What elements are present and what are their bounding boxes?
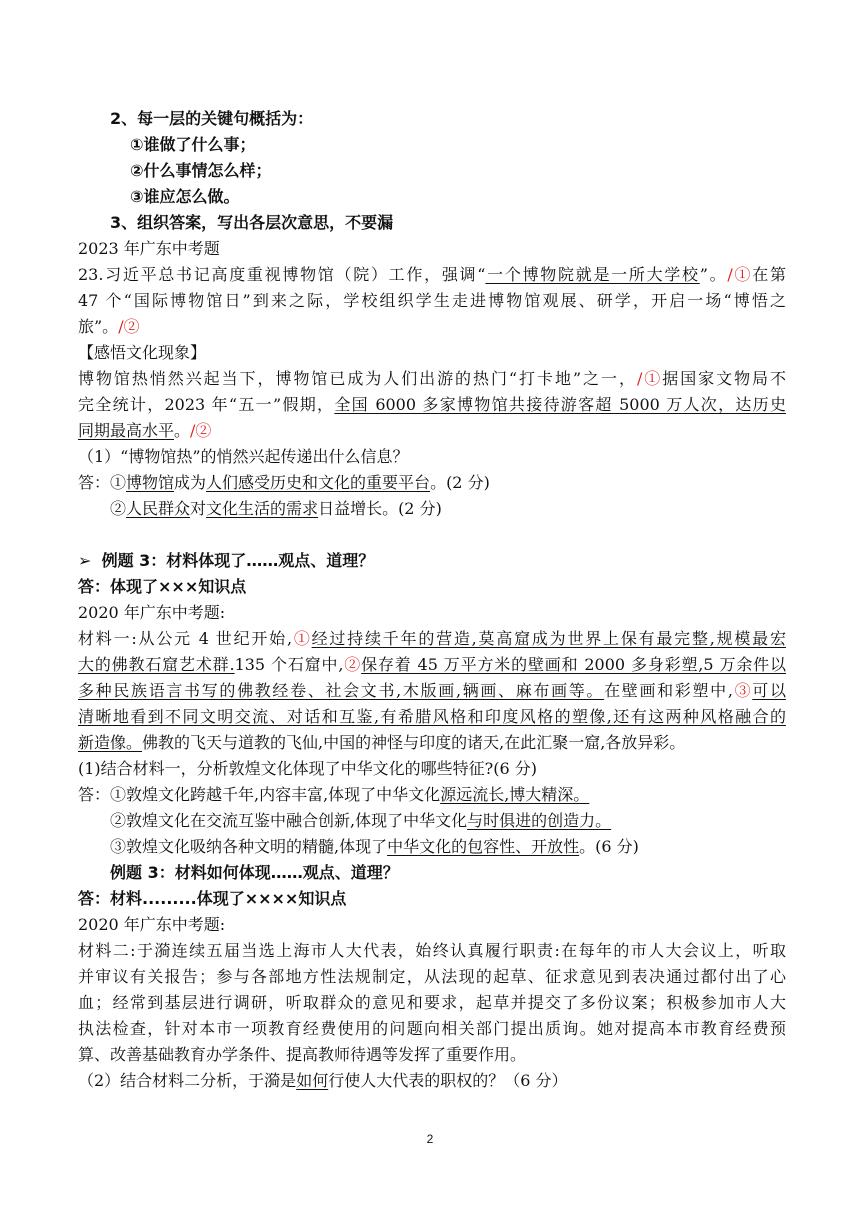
material-1-line-5 bbox=[78, 730, 786, 756]
underlined-phrase: 如何 bbox=[296, 1071, 329, 1090]
text: 。 bbox=[174, 421, 191, 440]
underlined-phrase: 可以 bbox=[752, 681, 786, 700]
source-2023: 2023 年广东中考题 bbox=[78, 239, 220, 258]
text: 在壁画和彩塑中, bbox=[604, 681, 733, 700]
text: 佛教的飞天与道教的飞仙,中国的神怪与印度的诸天,在此汇聚一窟,各放异彩。 bbox=[142, 733, 686, 752]
title-text: 例题 3：材料体现了……观点、道理？ bbox=[101, 551, 375, 570]
material-1-line-3 bbox=[78, 678, 786, 704]
step-3-heading: 3、组织答案，写出各层次意思，不要漏 bbox=[110, 213, 394, 232]
text: （2）结合材料二分析，于漪是 bbox=[78, 1071, 297, 1090]
underlined-phrase: 保存着 45 万平方米的壁画和 2000 多身彩塑,5 万余件以 bbox=[361, 655, 786, 674]
underlined-phrase: 与时俱进的创造力。 bbox=[467, 811, 612, 830]
text: ③敦煌文化吸纳各种文明的精髓,体现了 bbox=[110, 837, 388, 856]
underlined-phrase: 经过持续千年的营造,莫高窟成为世界上保有最完整,规模最宏 bbox=[311, 629, 786, 648]
text: 答：①敦煌文化跨越千年,内容丰富,体现了中华文化 bbox=[78, 785, 441, 804]
text: ②敦煌文化在交流互鉴中融合创新,体现了中华文化 bbox=[110, 811, 468, 830]
text: 23.习近平总书记高度重视博物馆（院）工作，强调“ bbox=[78, 265, 486, 284]
page-number: 2 bbox=[426, 1132, 434, 1146]
text: 完全统计，2023 年“五一”假期， bbox=[78, 395, 335, 414]
text: 日益增长。(2 分) bbox=[318, 499, 442, 518]
answer-ex3-line-1 bbox=[78, 782, 786, 808]
material-1-line-2 bbox=[78, 652, 786, 678]
question-23-line-3 bbox=[78, 314, 786, 340]
underlined-phrase: 新造像。 bbox=[78, 733, 143, 752]
layer-mark: /② bbox=[118, 317, 140, 336]
material-line-2 bbox=[78, 392, 786, 418]
material-line-1 bbox=[78, 366, 786, 392]
example-3b-answer-rule: 答：材料.........体现了××××知识点 bbox=[78, 889, 347, 908]
step-item-3: ③谁应怎么做。 bbox=[130, 187, 240, 206]
question-23-line-2: 47 个“国际博物馆日”到来之际，学校组织学生走进博物馆观展、研学，开启一场“博悟之 bbox=[78, 291, 786, 310]
example-3-answer-rule: 答：体现了×××知识点 bbox=[78, 577, 247, 596]
underlined-phrase: 文化生活的需求 bbox=[206, 499, 319, 518]
example-3b-title: 例题 3：材料如何体现……观点、道理？ bbox=[110, 863, 399, 882]
underlined-phrase: 一个博物院就是一所大学校 bbox=[485, 265, 700, 284]
underlined-phrase: 多种民族语言书写的佛教经卷、社会文书,木版画,辆画、麻布画等。 bbox=[78, 681, 605, 700]
question-ex3-1: (1)结合材料一，分析敦煌文化体现了中华文化的哪些特征?(6 分) bbox=[78, 759, 537, 778]
answer-ex3-line-2 bbox=[110, 808, 786, 834]
section-title: 【感悟文化现象】 bbox=[78, 343, 207, 362]
material-2-line-2: 并审议有关报告；参与各部地方性法规制定，从法现的起草、征求意见到表决通过都付出了心 bbox=[78, 967, 786, 986]
underlined-phrase: 同期最高水平 bbox=[78, 421, 175, 440]
layer-mark: ③ bbox=[732, 681, 753, 700]
answer-1-line-1 bbox=[78, 470, 786, 496]
question-23-line-1 bbox=[78, 262, 786, 288]
question-ex3b-2 bbox=[78, 1068, 786, 1094]
underlined-phrase: 博物馆 bbox=[126, 473, 175, 492]
layer-mark: /② bbox=[190, 421, 212, 440]
text: ② bbox=[110, 499, 127, 518]
text: 材料一:从公元 4 世纪开始, bbox=[78, 629, 293, 648]
layer-mark: /① bbox=[727, 265, 753, 284]
material-1-line-1 bbox=[78, 626, 786, 652]
text: 对 bbox=[190, 499, 207, 518]
text: 成为 bbox=[174, 473, 207, 492]
underlined-phrase: 中华文化的包容性、开放性 bbox=[387, 837, 580, 856]
text: 135 个石窟中, bbox=[234, 655, 344, 674]
material-2-line-3: 血；经常到基层进行调研，听取群众的意见和要求，起草并提交了多份议案；积极参加市人大 bbox=[78, 993, 786, 1012]
underlined-phrase: 源远流长,博大精深。 bbox=[440, 785, 590, 804]
underlined-phrase: 大的佛教石窟艺术群. bbox=[78, 655, 235, 674]
text: 。(2 分) bbox=[430, 473, 490, 492]
arrow-bullet-icon: ➢ bbox=[78, 551, 92, 570]
step-item-2: ②什么事情怎么样； bbox=[130, 161, 272, 180]
underlined-phrase: 全国 6000 多家博物馆共接待游客超 5000 万人次，达历史 bbox=[334, 395, 786, 414]
text: 答：① bbox=[78, 473, 127, 492]
text: ”。 bbox=[699, 265, 728, 284]
example-3-title bbox=[78, 548, 786, 574]
step-item-1: ①谁做了什么事； bbox=[130, 135, 256, 154]
layer-mark: /① bbox=[636, 369, 663, 388]
layer-mark: ② bbox=[343, 655, 362, 674]
text: 据国家文物局不 bbox=[662, 369, 786, 388]
underlined-phrase: 人们感受历史和文化的重要平台 bbox=[206, 473, 431, 492]
text: 。(6 分) bbox=[579, 837, 639, 856]
source-2020: 2020 年广东中考题: bbox=[78, 603, 226, 622]
text: 在第 bbox=[752, 265, 786, 284]
source-2020-b: 2020 年广东中考题: bbox=[78, 915, 226, 934]
material-line-3 bbox=[78, 418, 786, 444]
text: 博物馆热悄然兴起当下，博物馆已成为人们出游的热门“打卡地”之一， bbox=[78, 369, 637, 388]
text: 旅”。 bbox=[78, 317, 119, 336]
material-2-line-4: 执法检查，针对本市一项教育经费使用的问题向相关部门提出质询。她对提高本市教育经费预 bbox=[78, 1019, 786, 1038]
material-2-line-1: 材料二:于漪连续五届当选上海市人大代表，始终认真履行职责:在每年的市人大会议上，听取 bbox=[78, 941, 786, 960]
answer-ex3-line-3 bbox=[110, 834, 786, 860]
text: 行使人大代表的职权的？（6 分） bbox=[328, 1071, 568, 1090]
material-1-line-4 bbox=[78, 704, 786, 730]
material-2-line-5: 算、改善基础教育办学条件、提高教师待遇等发挥了重要作用。 bbox=[78, 1045, 527, 1064]
answer-1-line-2 bbox=[110, 496, 786, 522]
layer-mark: ① bbox=[292, 629, 312, 648]
step-2-heading: 2、每一层的关键句概括为： bbox=[110, 109, 314, 128]
question-1: （1）“博物馆热”的悄然兴起传递出什么信息？ bbox=[78, 447, 409, 466]
underlined-phrase: 清晰地看到不同文明交流、对话和互鉴,有希腊风格和印度风格的塑像,还有这两种风格融合的 bbox=[78, 707, 786, 726]
underlined-phrase: 人民群众 bbox=[126, 499, 191, 518]
